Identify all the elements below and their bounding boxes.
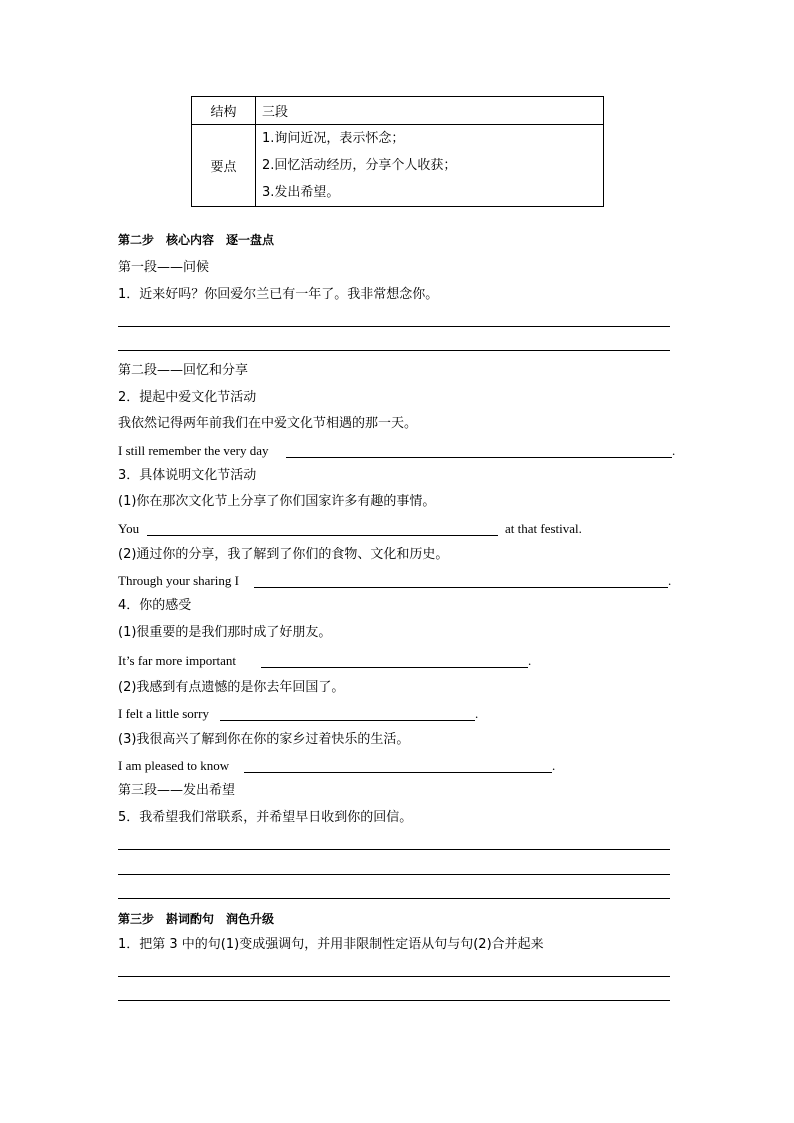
step3-item1-prompt: 1．把第 3 中的句(1)变成强调句，并用非限制性定语从句与句(2)合并起来 (118, 937, 544, 952)
sentence-period: . (552, 758, 556, 773)
structure-table (191, 96, 604, 207)
answer-line[interactable] (118, 898, 670, 899)
step3-heading: 第三步 斟词酌句 润色升级 (118, 912, 275, 926)
item1-prompt: 1．近来好吗？你回爱尔兰已有一年了。我非常想念你。 (118, 287, 439, 302)
item4-2-english-stem: I felt a little sorry (118, 706, 209, 721)
item2-prompt: 2．提起中爱文化节活动 (118, 390, 257, 405)
item2-chinese: 我依然记得两年前我们在中爱文化节相遇的那一天。 (118, 416, 418, 431)
paragraph1-title: 第一段——问候 (118, 260, 210, 275)
answer-line[interactable] (118, 350, 670, 351)
paragraph3-title: 第三段——发出希望 (118, 783, 236, 798)
paragraph2-title: 第二段——回忆和分享 (118, 363, 249, 378)
key-points-label: 要点 (192, 125, 256, 207)
item4-3-english-stem: I am pleased to know (118, 758, 230, 773)
answer-line[interactable] (118, 976, 670, 977)
item2-english-stem: I still remember the very day (118, 443, 269, 458)
fill-blank-line[interactable] (254, 587, 668, 588)
item3-1-english-start: You (118, 521, 140, 536)
step2-heading: 第二步 核心内容 逐一盘点 (118, 233, 275, 247)
item5-prompt: 5．我希望我们常联系，并希望早日收到你的回信。 (118, 810, 413, 825)
item4-prompt: 4．你的感受 (118, 598, 192, 613)
key-points-cell (256, 125, 604, 207)
sentence-period: . (475, 706, 479, 721)
item3-2-chinese: (2)通过你的分享，我了解到了你们的食物、文化和历史。 (118, 547, 449, 562)
key-point: 1.询问近况，表示怀念； (262, 131, 405, 146)
key-point: 3.发出希望。 (262, 185, 340, 200)
key-point: 2.回忆活动经历，分享个人收获； (262, 158, 457, 173)
sentence-period: . (668, 573, 672, 588)
sentence-period: . (672, 443, 676, 458)
item3-2-english-stem: Through your sharing I (118, 573, 239, 588)
item3-1-chinese: (1)你在那次文化节上分享了你们国家许多有趣的事情。 (118, 494, 436, 509)
item4-1-chinese: (1)很重要的是我们那时成了好朋友。 (118, 625, 332, 640)
fill-blank-line[interactable] (220, 720, 475, 721)
item4-3-chinese: (3)我很高兴了解到你在你的家乡过着快乐的生活。 (118, 732, 410, 747)
item3-prompt: 3．具体说明文化节活动 (118, 468, 257, 483)
sentence-period: . (528, 653, 532, 668)
fill-blank-line[interactable] (286, 457, 672, 458)
fill-blank-line[interactable] (261, 667, 528, 668)
fill-blank-line[interactable] (244, 772, 552, 773)
answer-line[interactable] (118, 874, 670, 875)
structure-label: 结构 (192, 97, 256, 125)
answer-line[interactable] (118, 849, 670, 850)
fill-blank-line[interactable] (147, 535, 498, 536)
item4-1-english-stem: It’s far more important (118, 653, 237, 668)
structure-value: 三段 (256, 97, 604, 125)
item4-2-chinese: (2)我感到有点遗憾的是你去年回国了。 (118, 680, 345, 695)
item3-1-english-end: at that festival. (505, 521, 582, 536)
answer-line[interactable] (118, 326, 670, 327)
answer-line[interactable] (118, 1000, 670, 1001)
